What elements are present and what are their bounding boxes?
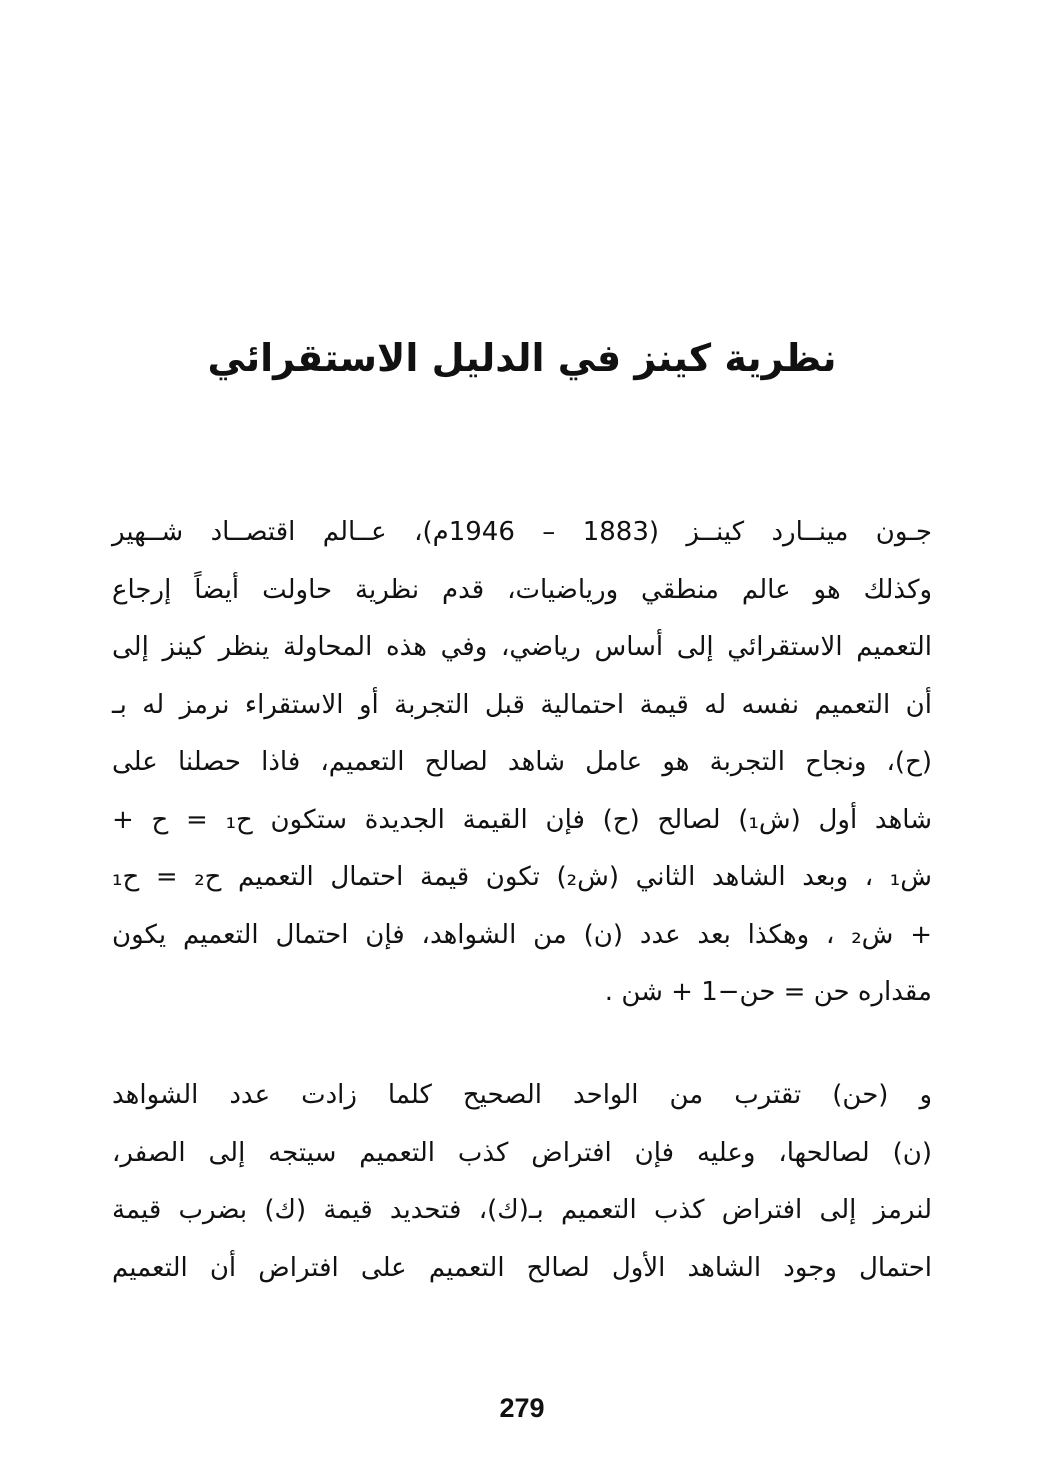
paragraph-2 <box>112 1067 932 1297</box>
paragraph-line: ش₁ ، وبعد الشاهد الثاني (ش₂) تكون قيمة احتمال التعميم ح₂ = ح₁ <box>112 862 932 892</box>
paragraph-1 <box>112 504 932 1022</box>
paragraph-line: جـون مينــارد كينــز (1883 – 1946م)، عــالم اقتصــاد شــهير <box>112 517 933 547</box>
page-title: نظرية كينز في الدليل الاستقرائي <box>207 336 837 380</box>
paragraph-line: شاهد أول (ش₁) لصالح (ح) فإن القيمة الجديدة ستكون ح₁ = ح + <box>112 804 932 835</box>
paragraph-line: احتمال وجود الشاهد الأول لصالح التعميم على افتراض أن التعميم <box>112 1252 932 1283</box>
paragraph-line: وكذلك هو عالم منطقي ورياضيات، قدم نظرية حاولت أيضاً إرجاع <box>112 574 932 605</box>
paragraph-line: (ح)، ونجاح التجربة هو عامل شاهد لصالح التعميم، فاذا حصلنا على <box>112 747 932 777</box>
paragraph-line: (ن) لصالحها، وعليه فإن افتراض كذب التعميم سيتجه إلى الصفر، <box>112 1137 932 1168</box>
paragraph-line: أن التعميم نفسه له قيمة احتمالية قبل التجربة أو الاستقراء نرمز له بـ <box>112 689 932 720</box>
paragraph-line: التعميم الاستقرائي إلى أساس رياضي، وفي هذه المحاولة ينظر كينز إلى <box>112 632 932 662</box>
paragraph-line: و (حن) تقترب من الواحد الصحيح كلما زادت عدد الشواهد <box>112 1080 932 1110</box>
paragraph-line: + ش₂ ، وهكذا بعد عدد (ن) من الشواهد، فإن احتمال التعميم يكون <box>112 919 933 950</box>
page-number: 279 <box>499 1393 545 1423</box>
paragraph-line: مقداره حن = حن−1 + شن . <box>604 977 932 1007</box>
paragraph-line: لنرمز إلى افتراض كذب التعميم بـ(ك)، فتحديد قيمة (ك) بضرب قيمة <box>112 1195 932 1225</box>
